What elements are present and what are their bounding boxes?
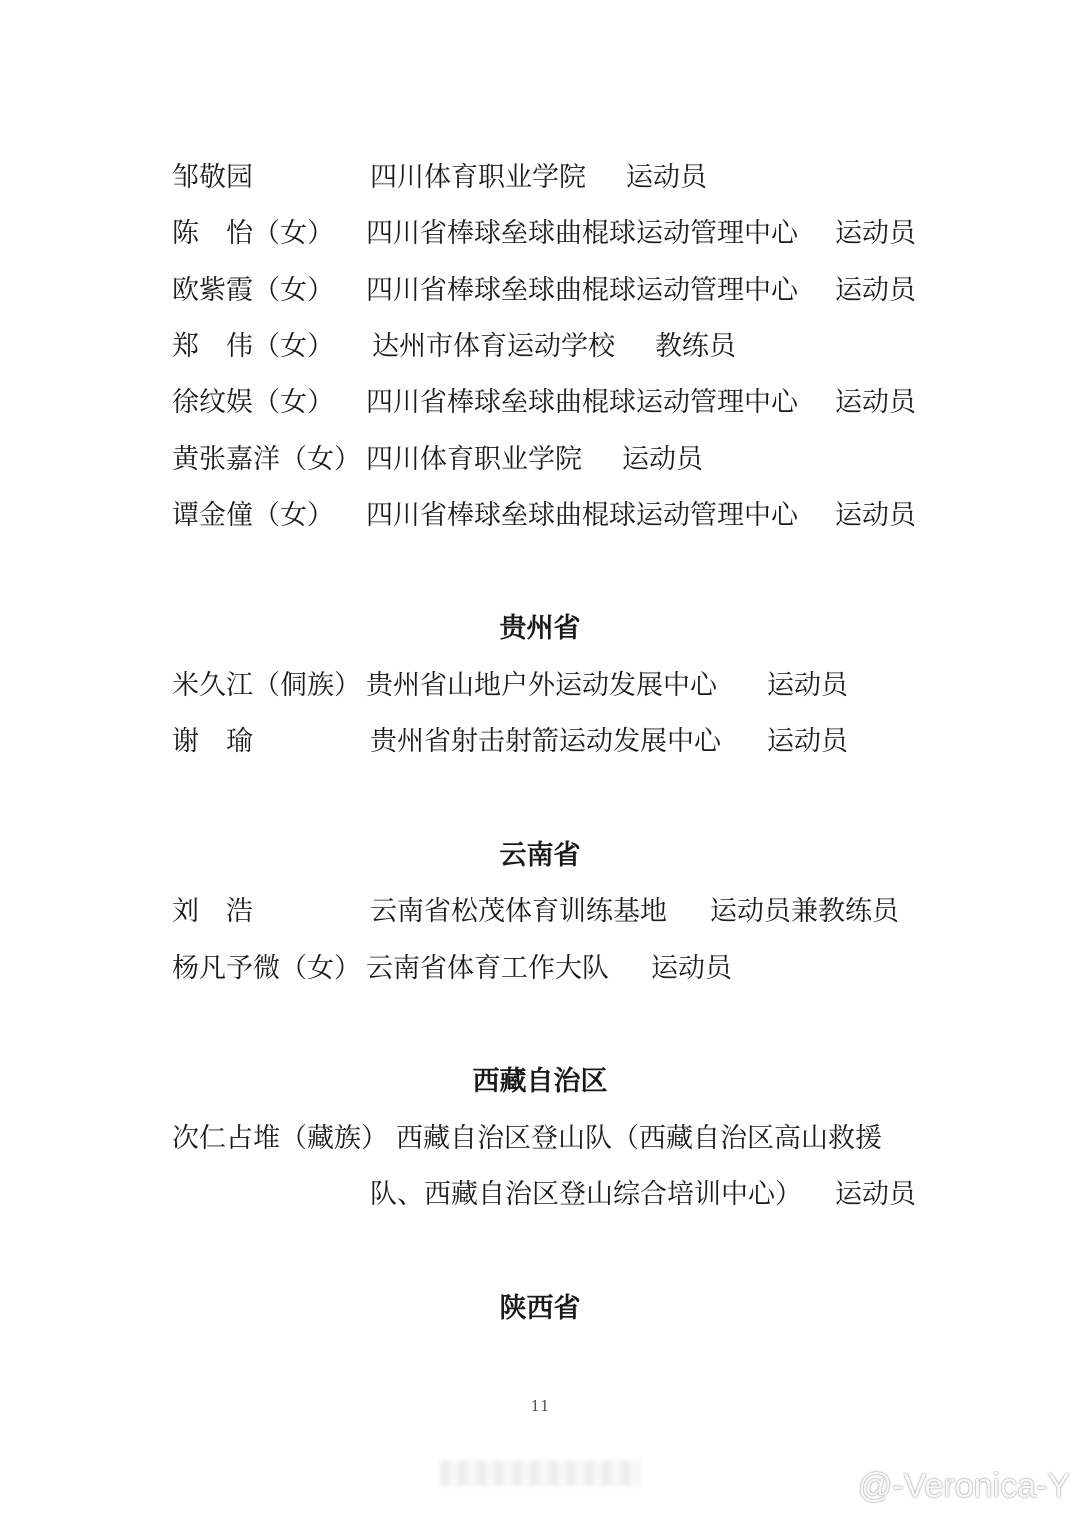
list-item — [0, 214, 1080, 254]
athlete-role: 运动员 — [622, 444, 703, 475]
section-heading-tibet: 西藏自治区 — [472, 1066, 608, 1097]
list-item — [0, 666, 1080, 706]
athlete-role: 运动员 — [835, 218, 916, 249]
section-heading-yunnan: 云南省 — [499, 840, 581, 871]
list-item — [0, 158, 1080, 198]
athlete-unit: 云南省松茂体育训练基地 — [370, 896, 667, 927]
athlete-unit-continued: 队、西藏自治区登山综合培训中心） — [370, 1179, 802, 1210]
athlete-unit: 达州市体育运动学校 — [372, 331, 615, 362]
athlete-role: 运动员 — [767, 670, 848, 701]
list-item — [0, 1119, 1080, 1159]
athlete-role: 运动员 — [835, 1179, 916, 1210]
athlete-unit: 四川省棒球垒球曲棍球运动管理中心 — [366, 387, 798, 418]
weibo-logo-icon — [814, 1469, 852, 1503]
athlete-name: 米久江（侗族） — [172, 670, 361, 701]
athlete-name: 陈 怡（女） — [172, 218, 334, 249]
athlete-name: 次仁占堆（藏族） — [172, 1123, 388, 1154]
athlete-role: 运动员 — [835, 387, 916, 418]
athlete-name: 黄张嘉洋（女） — [172, 444, 361, 475]
section-heading-shaanxi: 陕西省 — [499, 1293, 581, 1324]
page-number: 11 — [530, 1397, 550, 1415]
athlete-role: 运动员 — [626, 162, 707, 193]
list-item — [0, 271, 1080, 311]
list-item — [0, 383, 1080, 423]
athlete-name: 徐纹娱（女） — [172, 387, 334, 418]
athlete-unit: 贵州省射击射箭运动发展中心 — [370, 726, 721, 757]
athlete-unit: 云南省体育工作大队 — [366, 953, 609, 984]
athlete-name: 刘 浩 — [172, 896, 253, 927]
watermark — [814, 1466, 1070, 1506]
athlete-unit: 四川体育职业学院 — [366, 444, 582, 475]
athlete-role: 运动员 — [767, 726, 848, 757]
athlete-name: 欧紫霞（女） — [172, 275, 334, 306]
athlete-name: 谢 瑜 — [172, 726, 253, 757]
list-item — [0, 440, 1080, 480]
athlete-role: 运动员 — [651, 953, 732, 984]
athlete-name: 杨凡予微（女） — [172, 953, 361, 984]
athlete-name: 谭金僮（女） — [172, 500, 334, 531]
athlete-name: 邹敬园 — [172, 162, 253, 193]
athlete-role: 运动员兼教练员 — [710, 896, 899, 927]
blurred-overlay — [440, 1460, 640, 1486]
list-item — [0, 722, 1080, 762]
athlete-unit: 西藏自治区登山队（西藏自治区高山救援 — [396, 1123, 882, 1154]
athlete-unit: 贵州省山地户外运动发展中心 — [366, 670, 717, 701]
section-heading-guizhou: 贵州省 — [499, 613, 581, 644]
athlete-unit: 四川省棒球垒球曲棍球运动管理中心 — [366, 218, 798, 249]
list-item — [0, 327, 1080, 367]
athlete-name: 郑 伟（女） — [172, 331, 334, 362]
athlete-unit: 四川省棒球垒球曲棍球运动管理中心 — [366, 500, 798, 531]
athlete-role: 运动员 — [835, 500, 916, 531]
athlete-role: 运动员 — [835, 275, 916, 306]
athlete-unit: 四川省棒球垒球曲棍球运动管理中心 — [366, 275, 798, 306]
list-item — [0, 949, 1080, 989]
watermark-text: @-Veronica-Y — [857, 1466, 1070, 1505]
athlete-role: 教练员 — [655, 331, 736, 362]
list-item — [0, 892, 1080, 932]
athlete-unit: 四川体育职业学院 — [370, 162, 586, 193]
list-item — [0, 496, 1080, 536]
list-item-continuation — [0, 1175, 1080, 1215]
